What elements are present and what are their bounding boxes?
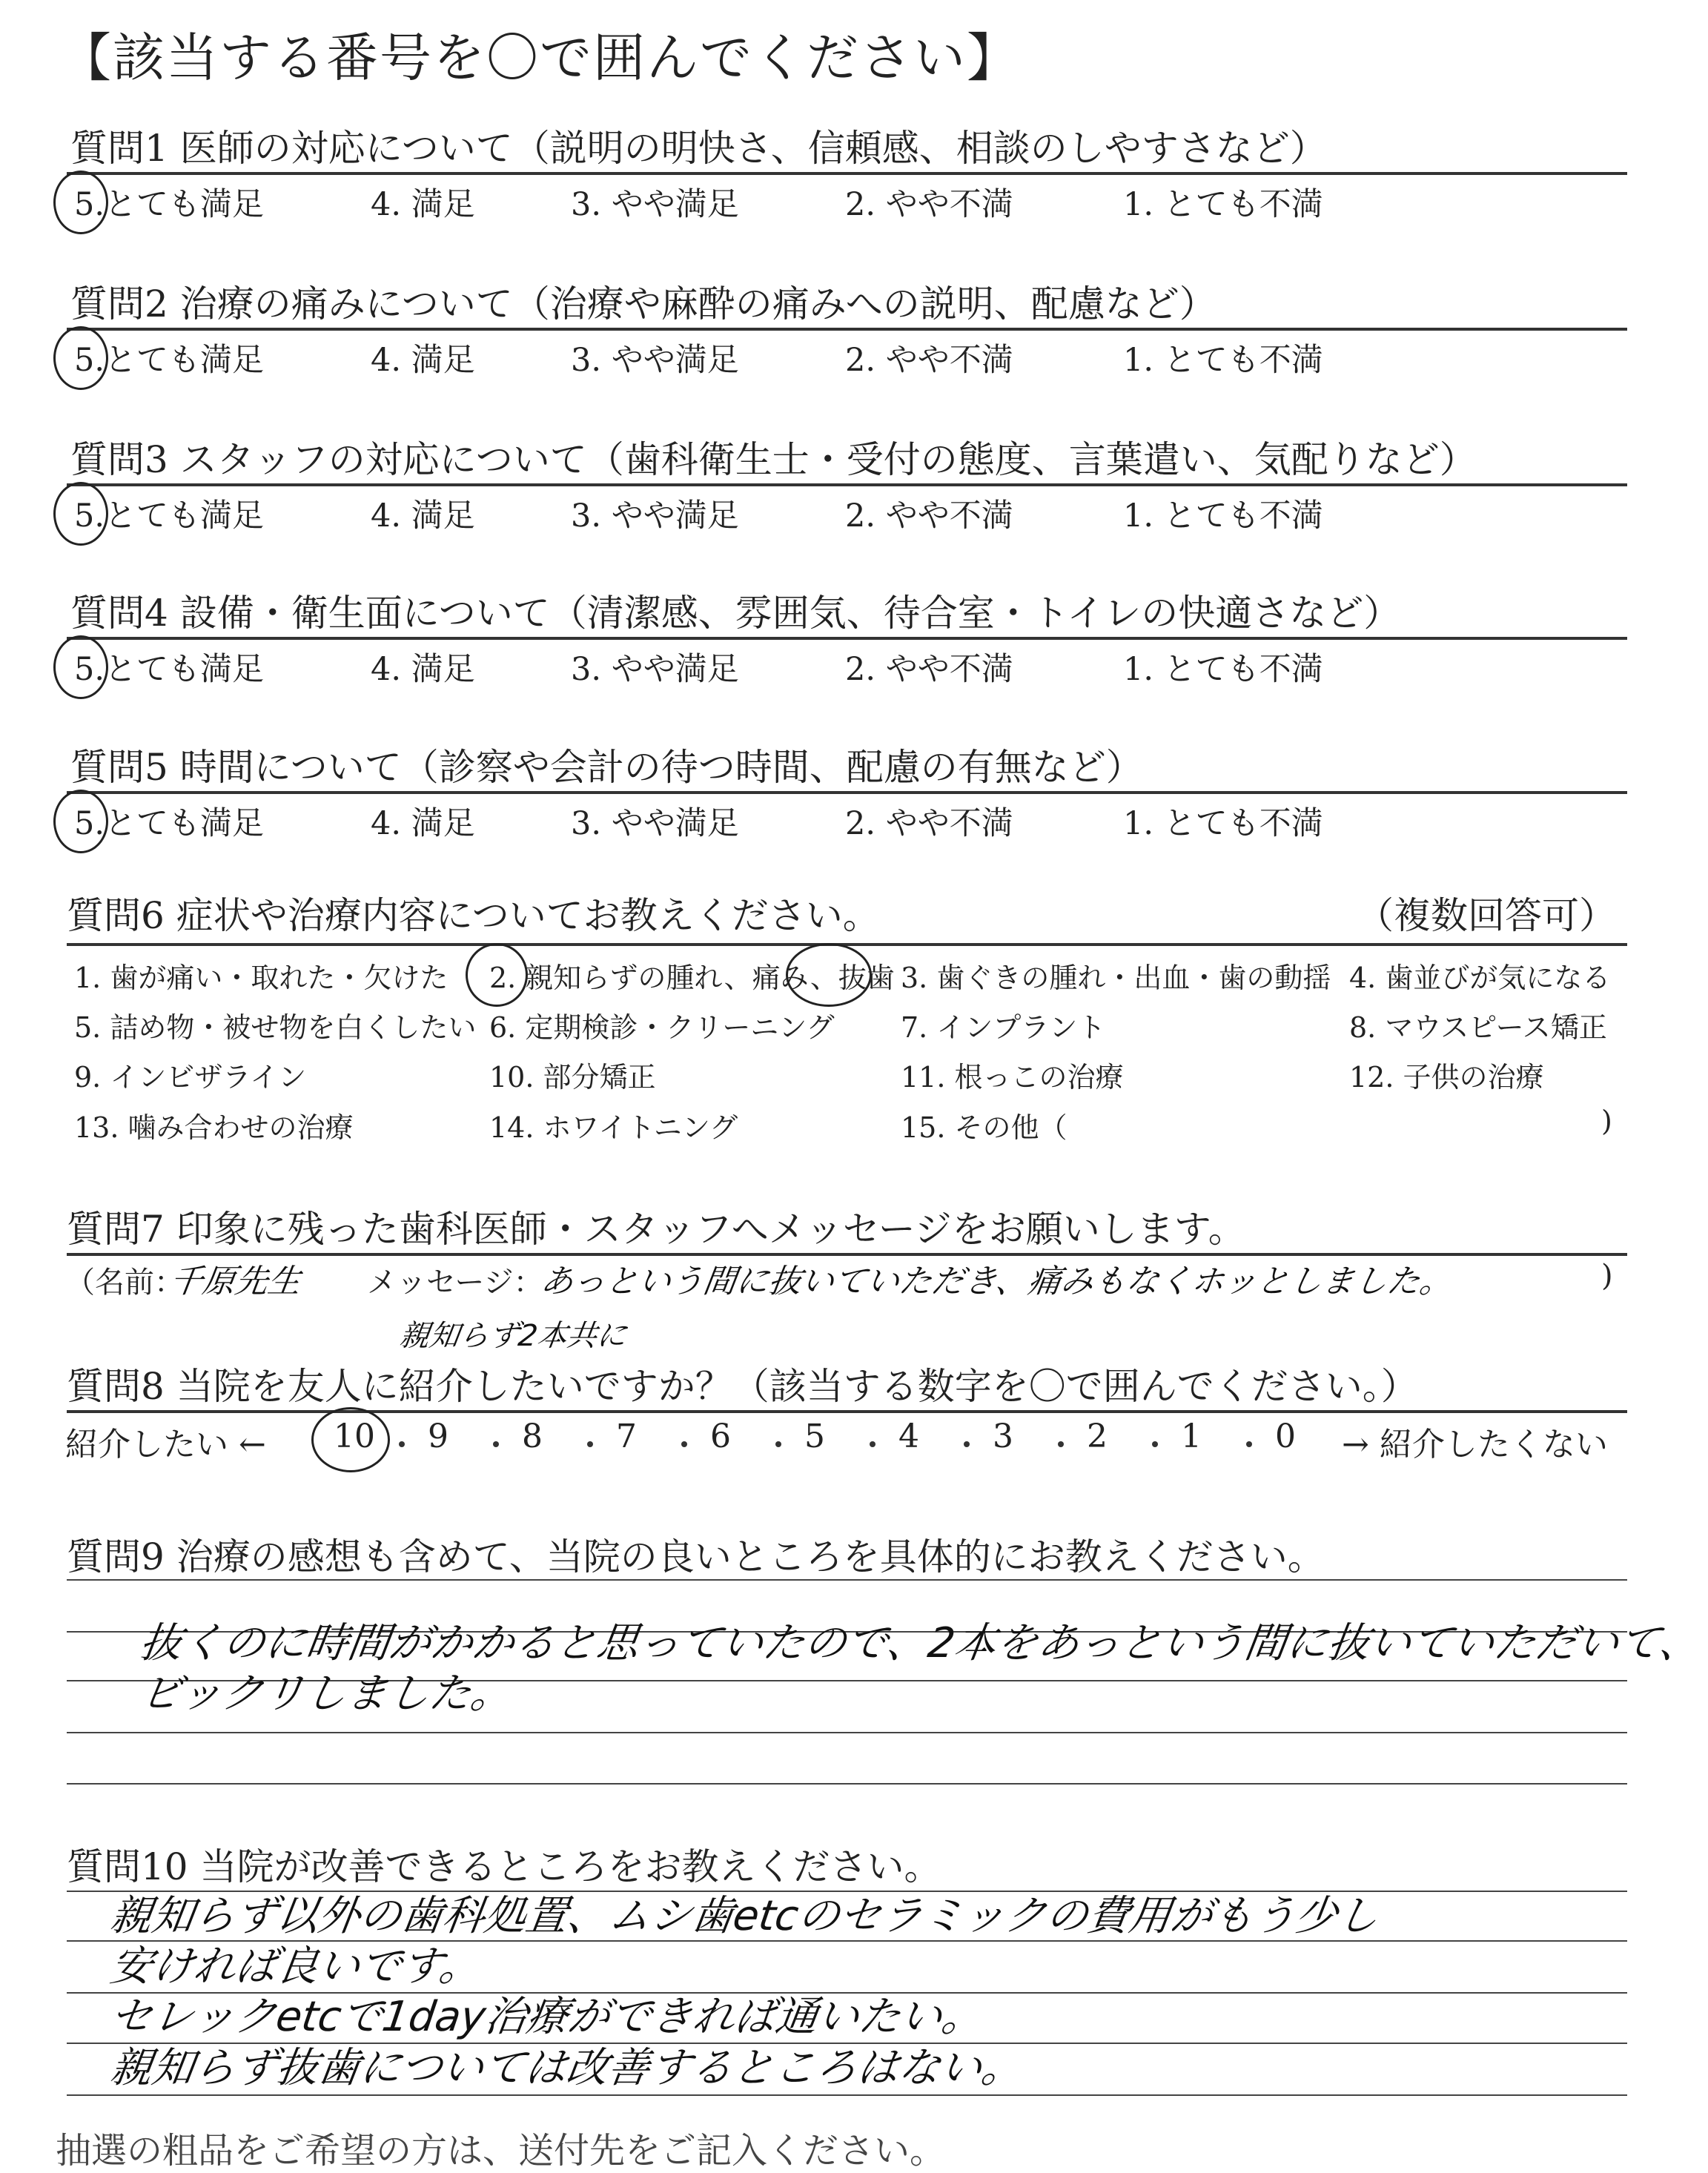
q6-other-close: )	[1601, 1105, 1612, 1137]
q3-option-4[interactable]: 4. 満足	[371, 497, 475, 535]
q7-name-value[interactable]: 千原先生	[167, 1263, 303, 1300]
q5-option-4[interactable]: 4. 満足	[371, 805, 475, 842]
q5-option-3[interactable]: 3. やや満足	[571, 805, 739, 842]
q1-option-4[interactable]: 4. 満足	[371, 186, 475, 223]
q8-value-4[interactable]: 4	[898, 1418, 919, 1455]
q3-option-2[interactable]: 2. やや不満	[845, 497, 1013, 535]
q9-line-4	[67, 1783, 1627, 1785]
q2-option-3[interactable]: 3. やや満足	[571, 342, 739, 379]
q8-separator-dot	[1058, 1441, 1064, 1447]
q8-separator-dot	[493, 1441, 499, 1447]
q7-message-value[interactable]: あっという間に抜いていただき、痛みもなくホッとしました。	[537, 1263, 1455, 1300]
q1-option-1[interactable]: 1. とても不満	[1123, 186, 1323, 223]
q10-answer-line-3[interactable]: セレックetcで1day治療ができれば通いたい。	[107, 1993, 987, 2041]
q8-separator-dot	[870, 1441, 875, 1447]
q5-rule	[67, 791, 1627, 794]
q8-value-1[interactable]: 1	[1181, 1418, 1202, 1455]
q6-option-15[interactable]: 15. その他（	[901, 1111, 1068, 1144]
q6-option-5[interactable]: 5. 詰め物・被せ物を白くしたい	[74, 1011, 477, 1044]
q7-name-label: （名前：	[65, 1266, 184, 1300]
q6-option-3[interactable]: 3. 歯ぐきの腫れ・出血・歯の動揺	[901, 962, 1331, 994]
q3-option-1[interactable]: 1. とても不満	[1123, 497, 1323, 535]
q5-selection-circle	[53, 790, 108, 853]
q7-title: 質問7 印象に残った歯科医師・スタッフへメッセージをお願いします。	[67, 1208, 1245, 1251]
q1-title: 質問1 医師の対応について（説明の明快さ、信頼感、相談のしやすさなど）	[70, 127, 1327, 170]
q3-selection-circle	[53, 482, 108, 546]
q10-title: 質問10 当院が改善できるところをお教えください。	[67, 1845, 941, 1888]
q1-option-2[interactable]: 2. やや不満	[845, 186, 1013, 223]
footer-text: 抽選の粗品をご希望の方は、送付先をご記入ください。	[56, 2130, 946, 2172]
q1-selection-circle	[53, 171, 108, 234]
q2-option-4[interactable]: 4. 満足	[371, 342, 475, 379]
q10-answer-line-4[interactable]: 親知らず抜歯については改善するところはない。	[107, 2044, 1027, 2092]
q2-option-1[interactable]: 1. とても不満	[1123, 342, 1323, 379]
q8-separator-dot	[1152, 1441, 1158, 1447]
q8-value-0[interactable]: 0	[1275, 1418, 1296, 1455]
q9-line-0	[67, 1579, 1627, 1581]
q8-separator-dot	[399, 1441, 405, 1447]
q8-value-9[interactable]: 9	[428, 1418, 448, 1455]
q10-line-4	[67, 2094, 1627, 2096]
q8-left-label: 紹介したい ←	[65, 1426, 266, 1463]
q5-option-1[interactable]: 1. とても不満	[1123, 805, 1323, 842]
q6-option-13[interactable]: 13. 噛み合わせの治療	[74, 1111, 354, 1144]
q6-option-1[interactable]: 1. 歯が痛い・取れた・欠けた	[74, 962, 448, 994]
q5-option-5[interactable]: 5.とても満足	[74, 805, 265, 842]
q7-message-label: メッセージ：	[367, 1266, 543, 1300]
q6-option-14[interactable]: 14. ホワイトニング	[489, 1111, 738, 1144]
q10-answer-line-2[interactable]: 安ければ良いです。	[107, 1942, 485, 1991]
q1-option-5[interactable]: 5.とても満足	[74, 186, 265, 223]
q8-value-8[interactable]: 8	[522, 1418, 543, 1455]
q6-selection-circle-extraction	[786, 943, 872, 1007]
q9-line-3	[67, 1732, 1627, 1733]
q6-option-10[interactable]: 10. 部分矯正	[489, 1061, 656, 1094]
q9-title: 質問9 治療の感想も含めて、当院の良いところを具体的にお教えください。	[67, 1535, 1325, 1578]
q6-note: （複数回答可）	[1357, 894, 1616, 937]
q2-rule	[67, 328, 1627, 331]
q4-selection-circle	[53, 635, 108, 699]
q8-value-2[interactable]: 2	[1087, 1418, 1108, 1455]
q6-title: 質問6 症状や治療内容についてお教えください。	[67, 894, 880, 937]
q8-separator-dot	[681, 1441, 687, 1447]
q6-option-4[interactable]: 4. 歯並びが気になる	[1349, 962, 1611, 994]
q4-option-3[interactable]: 3. やや満足	[571, 651, 739, 688]
q6-option-6[interactable]: 6. 定期検診・クリーニング	[489, 1011, 835, 1044]
q7-insert-note: 親知らず2本共に	[397, 1319, 629, 1353]
q6-option-2[interactable]: 2. 親知らずの腫れ、痛み、抜歯	[489, 962, 895, 994]
q6-option-8[interactable]: 8. マウスピース矯正	[1349, 1011, 1607, 1044]
q8-separator-dot	[587, 1441, 593, 1447]
q4-rule	[67, 637, 1627, 640]
q3-rule	[67, 483, 1627, 486]
q6-option-9[interactable]: 9. インビザライン	[74, 1061, 307, 1094]
q4-option-2[interactable]: 2. やや不満	[845, 651, 1013, 688]
q8-separator-dot	[775, 1441, 781, 1447]
q10-answer-line-1[interactable]: 親知らず以外の歯科処置、ムシ歯etcのセラミックの費用がもう少し	[107, 1892, 1383, 1940]
q8-rule	[67, 1410, 1627, 1413]
q4-option-4[interactable]: 4. 満足	[371, 651, 475, 688]
q7-close-paren: )	[1601, 1259, 1613, 1293]
q2-title: 質問2 治療の痛みについて（治療や麻酔の痛みへの説明、配慮など）	[70, 282, 1217, 325]
q8-value-5[interactable]: 5	[804, 1418, 825, 1455]
q2-option-2[interactable]: 2. やや不満	[845, 342, 1013, 379]
q1-option-3[interactable]: 3. やや満足	[571, 186, 739, 223]
q3-title: 質問3 スタッフの対応について（歯科衛生士・受付の態度、言葉遣い、気配りなど）	[70, 438, 1477, 481]
q6-option-11[interactable]: 11. 根っこの治療	[901, 1061, 1124, 1094]
q3-option-3[interactable]: 3. やや満足	[571, 497, 739, 535]
q4-option-1[interactable]: 1. とても不満	[1123, 651, 1323, 688]
q2-option-5[interactable]: 5.とても満足	[74, 342, 265, 379]
q8-title: 質問8 当院を友人に紹介したいですか？（該当する数字を〇で囲んでください。）	[67, 1365, 1418, 1408]
q2-selection-circle	[53, 326, 108, 390]
q8-value-7[interactable]: 7	[616, 1418, 637, 1455]
q5-title: 質問5 時間について（診察や会計の待つ時間、配慮の有無など）	[70, 746, 1143, 789]
q8-separator-dot	[1246, 1441, 1252, 1447]
q1-rule	[67, 172, 1627, 175]
q6-selection-circle-2	[466, 943, 528, 1007]
q8-selection-circle	[311, 1407, 390, 1472]
q8-value-10[interactable]: 10	[334, 1418, 375, 1455]
q8-separator-dot	[964, 1441, 970, 1447]
q8-right-label: → 紹介したくない	[1342, 1426, 1608, 1463]
q6-option-7[interactable]: 7. インプラント	[901, 1011, 1106, 1044]
q4-title: 質問4 設備・衛生面について（清潔感、雰囲気、待合室・トイレの快適さなど）	[70, 592, 1401, 635]
form-title: 【該当する番号を〇で囲んでください】	[59, 27, 1020, 88]
q3-option-5[interactable]: 5.とても満足	[74, 497, 265, 535]
q9-answer-line-1[interactable]: 抜くのに時間がかかると思っていたので、2本をあっという間に抜いていただいて、	[136, 1619, 1704, 1667]
q8-value-6[interactable]: 6	[710, 1418, 731, 1455]
q8-value-3[interactable]: 3	[993, 1418, 1013, 1455]
q4-option-5[interactable]: 5.とても満足	[74, 651, 265, 688]
q9-answer-line-2[interactable]: ビックリしました。	[136, 1670, 516, 1718]
q5-option-2[interactable]: 2. やや不満	[845, 805, 1013, 842]
q6-option-12[interactable]: 12. 子供の治療	[1349, 1061, 1544, 1094]
